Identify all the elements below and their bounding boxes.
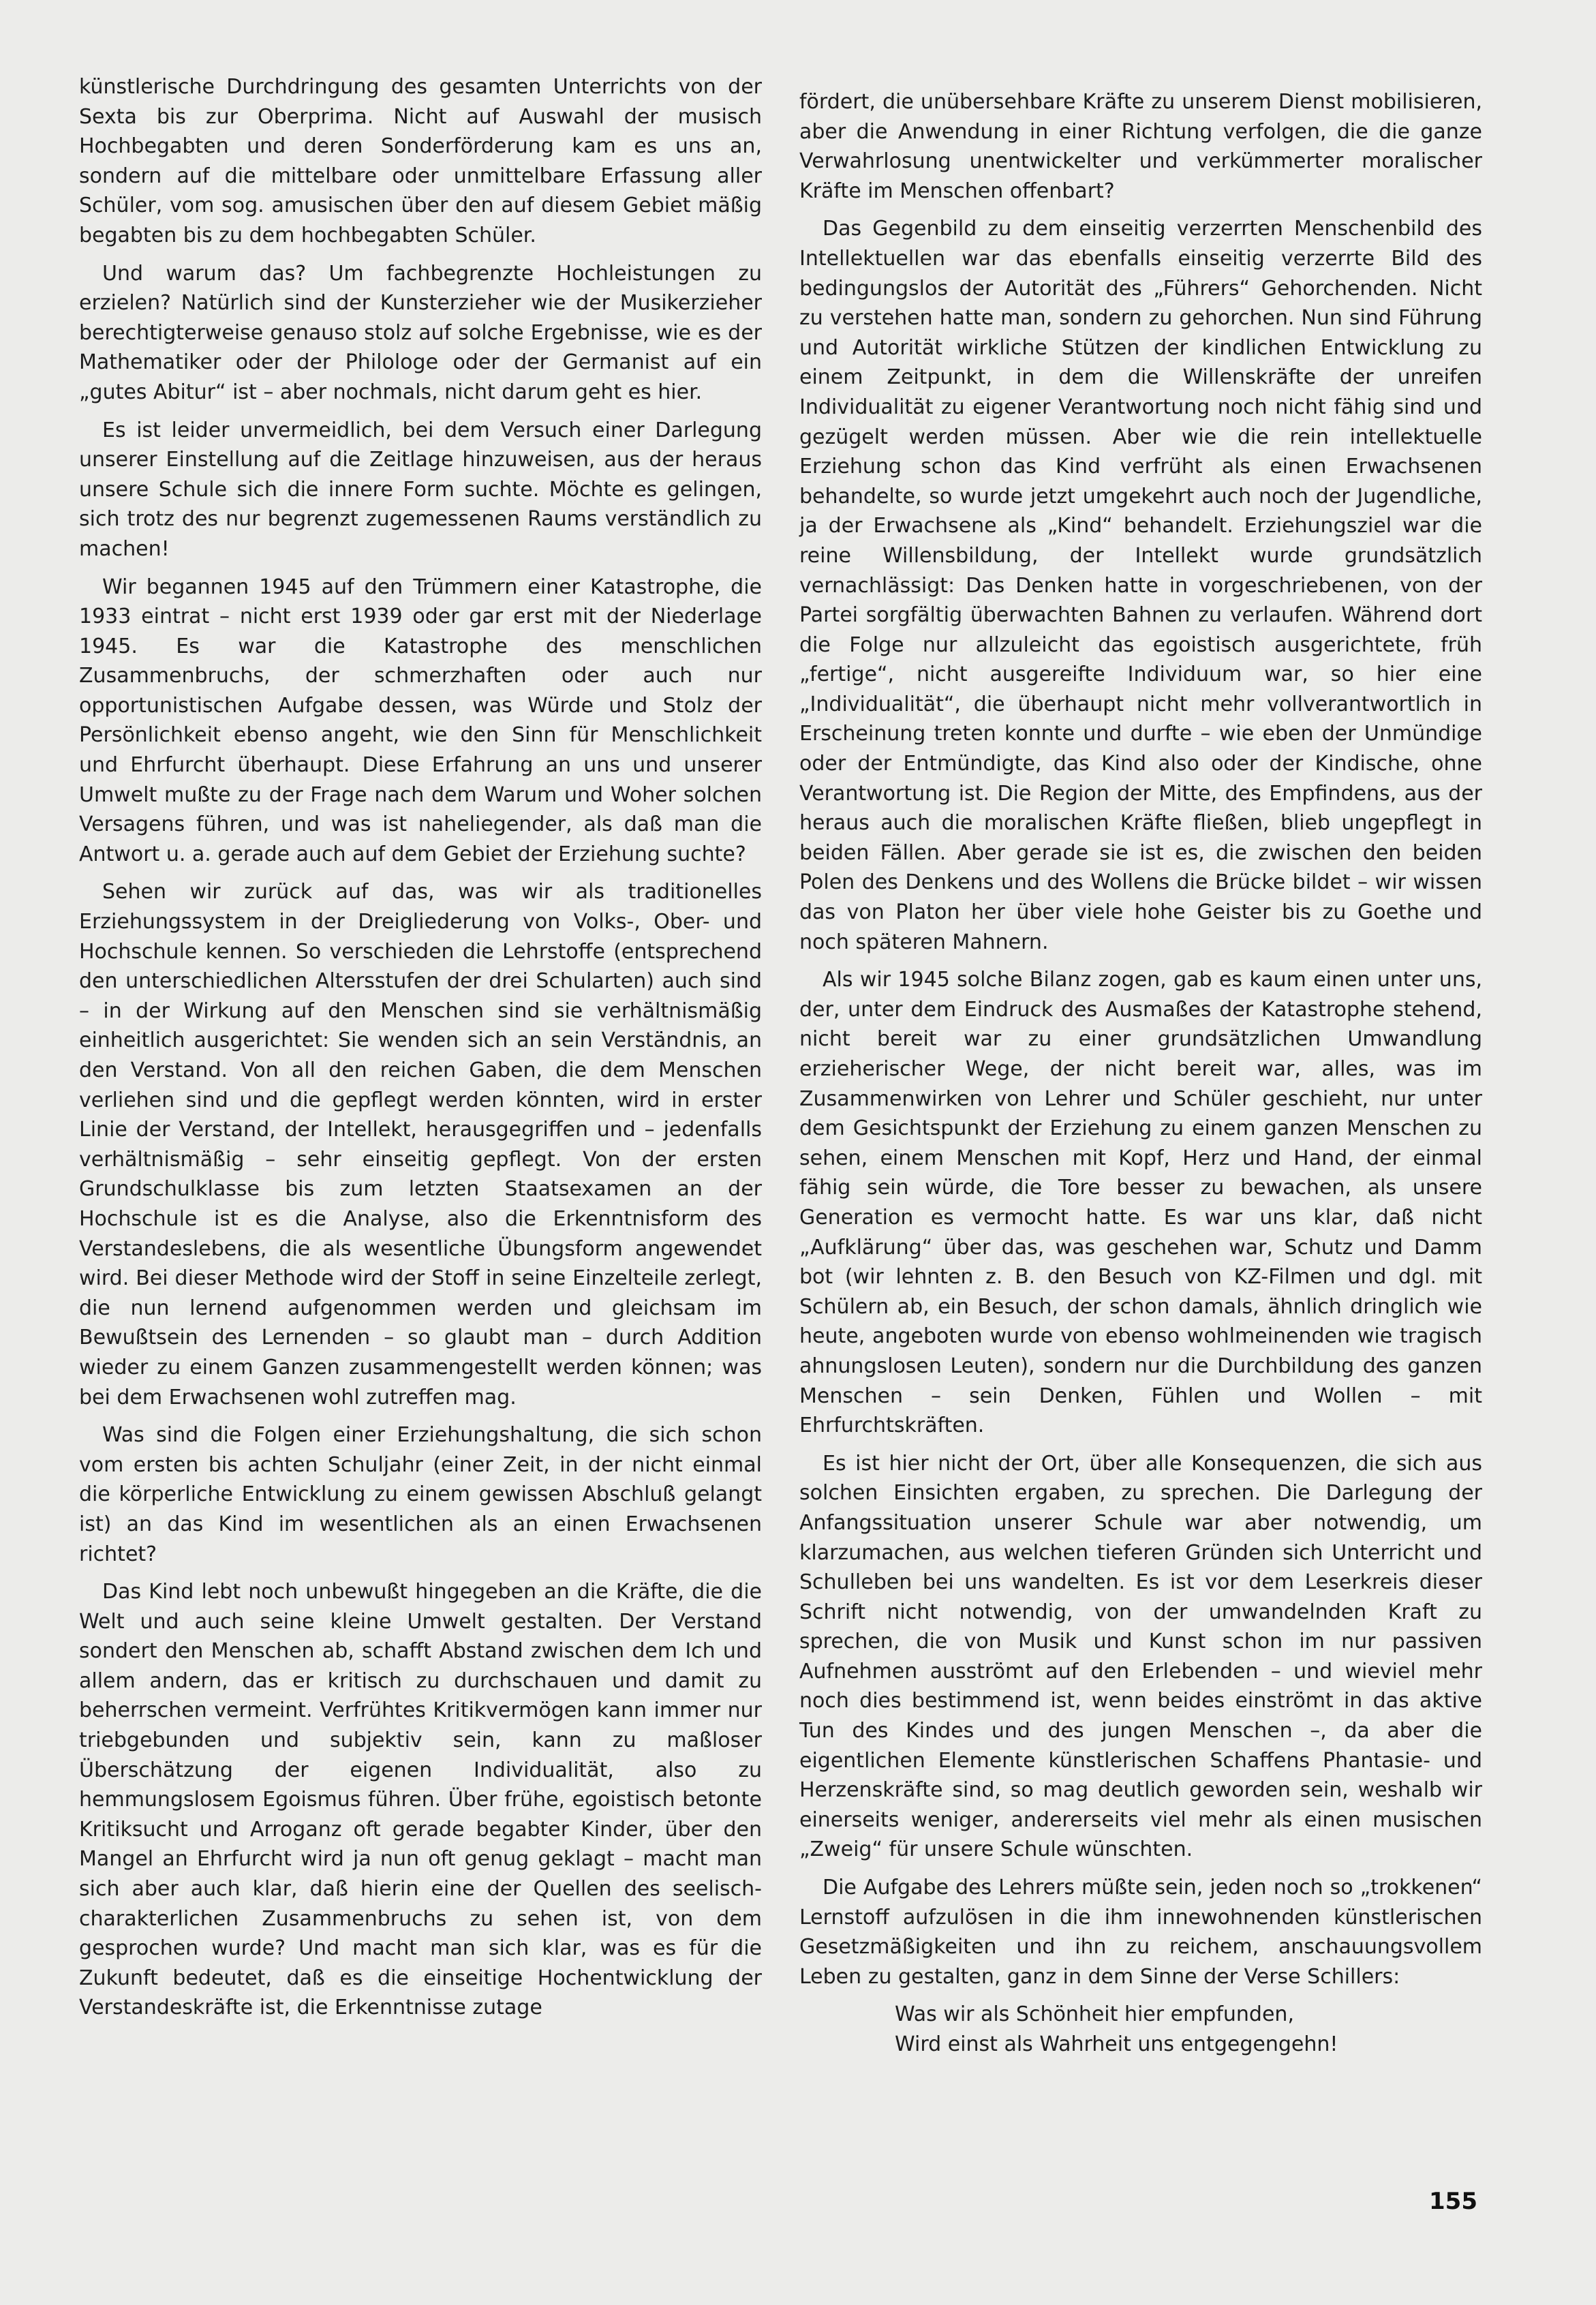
paragraph: künstlerische Durchdringung des gesamten Unterrichts von der Sexta bis zur Oberprima. Nicht auf Auswahl der musisch Hochbegabten und deren Sonderförderung kam es uns an, sondern auf die mittelbare oder unmittelbare Erfassung aller Schüler, vom sog. amusischen über den auf diesem Gebiet mäßig begabten bis zu dem hochbegabten Schüler. <box>79 75 762 247</box>
right-text-column <box>799 87 1482 2060</box>
left-text-column <box>79 72 762 2031</box>
paragraph: Als wir 1945 solche Bilanz zogen, gab es kaum einen unter uns, der, unter dem Eindruck des Ausmaßes der Katastrophe stehend, nicht bereit war zu einer grundsätzlichen Umwandlung erzieherischer Wege, der nicht bereit war, alles, was im Zusammenwirken von Lehrer und Schüler geschieht, nur unter dem Gesichtspunkt der Erziehung zu einem ganzen Menschen zu sehen, einem Menschen mit Kopf, Herz und Hand, der einmal fähig sein würde, die Tore besser zu bewachen, als unsere Generation es vermocht hatte. Es war uns klar, daß nicht „Aufklärung“ über das, was geschehen war, Schutz und Damm bot (wir lehnten z. B. den Besuch von KZ-Filmen und dgl. mit Schülern ab, ein Besuch, der schon damals, ähnlich dringlich wie heute, angeboten wurde von ebenso wohlmeinenden wie tragisch ahnungslosen Leuten), sondern nur die Durchbildung des ganzen Menschen – sein Denken, Fühlen und Wollen – mit Ehrfurchtskräften. <box>799 968 1482 1438</box>
paragraph: Was sind die Folgen einer Erziehungshaltung, die sich schon vom ersten bis achten Schuljahr (einer Zeit, in der nicht einmal die körperliche Entwicklung zu einem gewissen Abschluß gelangt ist) an das Kind im wesentlichen als an einen Erwachsenen richtet? <box>79 1423 762 1566</box>
paragraph: Wir begannen 1945 auf den Trümmern einer Katastrophe, die 1933 eintrat – nicht erst 1939 oder gar erst mit der Niederlage 1945. Es war die Katastrophe des menschlichen Zusammenbruchs, der schmerzhaften oder auch nur opportunistischen Aufgabe dessen, was Würde und Stolz der Persönlichkeit ebenso angeht, wie den Sinn für Menschlichkeit und Ehrfurcht überhaupt. Diese Erfahrung an uns und unserer Umwelt mußte zu der Frage nach dem Warum und Woher solchen Versagens führen, und was ist naheliegender, als daß man die Antwort u. a. gerade auch auf dem Gebiet der Erziehung suchte? <box>79 575 762 866</box>
verse-line: Was wir als Schönheit hier empfunden, <box>895 2002 1294 2027</box>
paragraph: Das Kind lebt noch unbewußt hingegeben an die Kräfte, die die Welt und auch seine kleine Umwelt gestalten. Der Verstand sondert den Menschen ab, schafft Abstand zwischen dem Ich und allem andern, das er kritisch zu durchschauen und damit zu beherrschen vermeint. Verfrühtes Kritikvermögen kann immer nur triebgebunden und subjektiv sein, kann zu maßloser Überschätzung der eigenen Individualität, also zu hemmungslosem Egoismus führen. Über frühe, egoistisch betonte Kritiksucht und Arroganz oft gerade begabter Kinder, über den Mangel an Ehrfurcht wird ja nun oft genug geklagt – macht man sich aber auch klar, daß hierin eine der Quellen des seelisch-charakterlichen Zusammenbruchs zu sehen ist, von dem gesprochen wurde? Und macht man sich klar, was es für die Zukunft bedeutet, daß es die einseitige Hochentwicklung der Verstandeskräfte ist, die Erkenntnisse zutage <box>79 1580 762 2020</box>
paragraph: Die Aufgabe des Lehrers müßte sein, jeden noch so „trokkenen“ Lernstoff aufzulösen in die ihm innewohnenden künstlerischen Gesetzmäßigkeiten und ihn zu reichem, anschauungsvollem Leben zu gestalten, ganz in dem Sinne der Verse Schillers: <box>799 1876 1482 1989</box>
paragraph: Es ist hier nicht der Ort, über alle Konsequenzen, die sich aus solchen Einsichten ergaben, zu sprechen. Die Darlegung der Anfangssituation unserer Schule war aber notwendig, um klarzumachen, aus welchen tieferen Gründen sich Unterricht und Schulleben bei uns wandelten. Es ist vor dem Leserkreis dieser Schrift nicht notwendig, von der umwandelnden Kraft zu sprechen, die von Musik und Kunst schon im nur passiven Aufnehmen ausströmt auf den Erlebenden – und wieviel mehr noch dies bestimmend ist, wenn beides einströmt in das aktive Tun des Kindes und des jungen Menschen –, da aber die eigentlichen Elemente künstlerischen Schaffens Phantasie- und Herzenskräfte sind, so mag deutlich geworden sein, weshalb wir einerseits weniger, andererseits viel mehr als einen musischen „Zweig“ für unsere Schule wünschten. <box>799 1451 1482 1862</box>
page-number: 155 <box>1429 2188 1477 2215</box>
schiller-verse <box>895 2000 1482 2059</box>
paragraph: Sehen wir zurück auf das, was wir als traditionelles Erziehungssystem in der Dreigliederung von Volks-, Ober- und Hochschule kennen. So verschieden die Lehrstoffe (entsprechend den unterschiedlichen Altersstufen der drei Schularten) auch sind – in der Wirkung auf den Menschen sind sie verhältnismäßig einheitlich ausgerichtet: Sie wenden sich an sein Verständnis, an den Verstand. Von all den reichen Gaben, die dem Menschen verliehen sind und die gepflegt werden könnten, wird in erster Linie der Verstand, der Intellekt, herausgegriffen und – jedenfalls verhältnismäßig – sehr einseitig gepflegt. Von der ersten Grundschulklasse bis zum letzten Staatsexamen an der Hochschule ist es die Analyse, also die Erkenntnisform des Verstandeslebens, die als wesentliche Übungsform angewendet wird. Bei dieser Methode wird der Stoff in seine Einzelteile zerlegt, die nun lernend aufgenommen werden und gleichsam im Bewußtsein des Lernenden – so glaubt man – durch Addition wieder zu einem Ganzen zusammengestellt werden können; was bei dem Erwachsenen wohl zutreffen mag. <box>79 880 762 1409</box>
paragraph: Es ist leider unvermeidlich, bei dem Versuch einer Darlegung unserer Einstellung auf die Zeitlage hinzuweisen, aus der heraus unsere Schule sich die innere Form suchte. Möchte es gelingen, sich trotz des nur begrenzt zugemessenen Raums verständlich zu machen! <box>79 418 762 561</box>
verse-line: Wird einst als Wahrheit uns entgegengehn! <box>895 2032 1338 2056</box>
paragraph: Das Gegenbild zu dem einseitig verzerrten Menschenbild des Intellektuellen war das ebenfalls einseitig verzerrte Bild des bedingungslos der Autorität des „Führers“ Gehorchenden. Nicht zu verstehen hatte man, sondern zu gehorchen. Nun sind Führung und Autorität wirkliche Stützen der kindlichen Entwicklung zu einem Zeitpunkt, in dem die Willenskräfte der unreifen Individualität zu eigener Verantwortung noch nicht fähig sind und gezügelt werden müssen. Aber wie die rein intellektuelle Erziehung schon das Kind verfrüht als einen Erwachsenen behandelte, so wurde jetzt umgekehrt auch noch der Jugendliche, ja der Erwachsene als „Kind“ behandelt. Erziehungsziel war die reine Willensbildung, der Intellekt wurde grundsätzlich vernachlässigt: Das Denken hatte in vorgeschriebenen, von der Partei sorgfältig überwachten Bahnen zu verlaufen. Während dort die Folge nur allzuleicht das egoistisch ausgerichtete, früh „fertige“, nicht ausgereifte Individuum war, so hier eine „Individualität“, die überhaupt nicht mehr vollverantwortlich in Erscheinung treten konnte und durfte – wie eben der Unmündige oder der Entmündigte, das Kind also oder der Kindische, ohne Verantwortung ist. Die Region der Mitte, des Empfindens, aus der heraus auch die moralischen Kräfte fließen, blieb ungepflegt in beiden Fällen. Aber gerade sie ist es, die zwischen den beiden Polen des Denkens und des Wollens die Brücke bildet – wir wissen das von Platon her über viele hohe Geister bis zu Goethe und noch späteren Mahnern. <box>799 217 1482 954</box>
paragraph: fördert, die unübersehbare Kräfte zu unserem Dienst mobilisieren, aber die Anwendung in einer Richtung verfolgen, die die ganze Verwahrlosung unentwickelter und verkümmerter moralischer Kräfte im Menschen offenbart? <box>799 90 1482 203</box>
paragraph: Und warum das? Um fachbegrenzte Hochleistungen zu erzielen? Natürlich sind der Kunsterzieher wie der Musikerzieher berechtigterweise genauso stolz auf solche Ergebnisse, wie es der Mathematiker oder der Philologe oder der Germanist auf ein „gutes Abitur“ ist – aber nochmals, nicht darum geht es hier. <box>79 261 762 404</box>
